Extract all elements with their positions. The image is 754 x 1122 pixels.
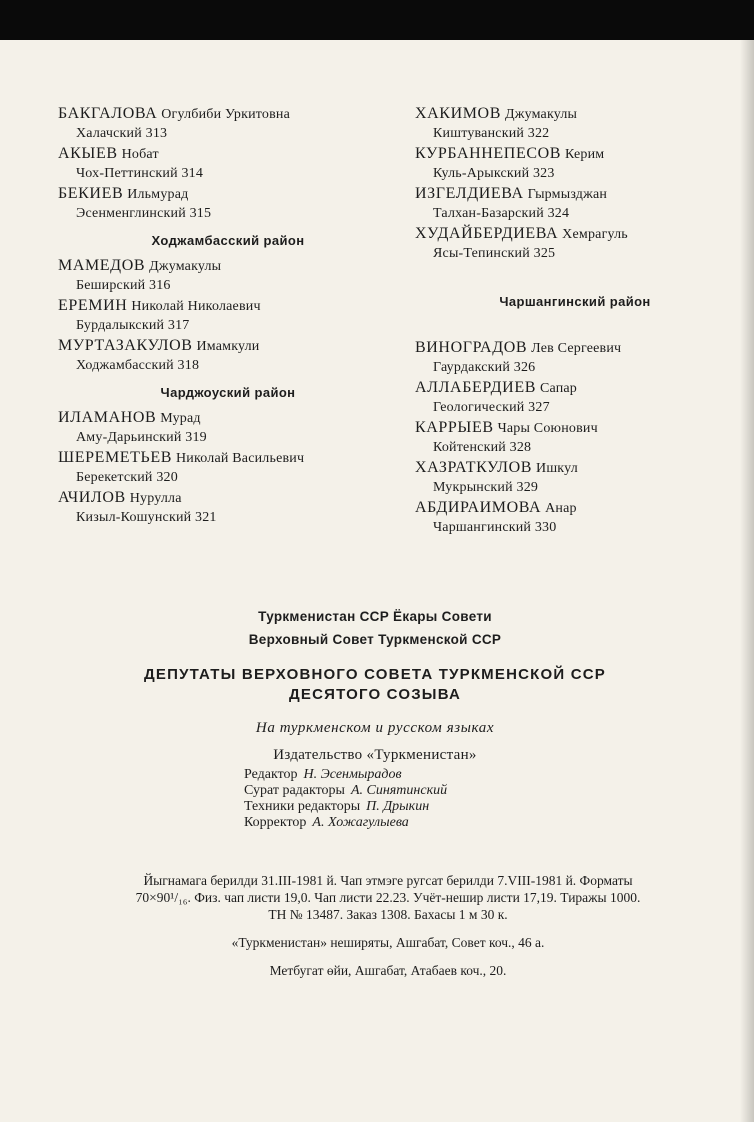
electoral-district: Халачский 313 <box>76 126 168 141</box>
deputy-surname: ХУДАЙБЕРДИЕВА <box>415 225 559 242</box>
electoral-district: Мукрынский 329 <box>433 480 539 495</box>
deputy-surname: БАКГАЛОВА <box>58 105 158 122</box>
credit-role: Редактор <box>244 767 298 782</box>
deputy-given-name: Хемрагуль <box>562 227 628 242</box>
deputy-name <box>58 408 398 428</box>
deputy-surname: КАРРЫЕВ <box>415 419 494 436</box>
scan-page-edge-shadow <box>740 40 754 1122</box>
organization-turkmen: Туркменистан ССР Ёкары Совети <box>258 609 492 624</box>
deputy-surname: ХАЗРАТКУЛОВ <box>415 459 533 476</box>
credit-line <box>244 767 447 783</box>
deputy-name <box>58 448 398 468</box>
printing-house-address: Метбугат өйи, Ашгабат, Атабаев коч., 20. <box>269 963 507 978</box>
credit-role: Техники редакторы <box>244 799 361 814</box>
languages-note: На туркменском и русском языках <box>255 720 495 736</box>
publication-dates-line: Йыгнамага берилди 31.III-1981 й. Чап этмэге ругсат берилди 7.VIII-1981 й. Форматы <box>143 873 633 888</box>
deputy-given-name: Гырмызджан <box>527 187 608 202</box>
book-title-line-1: ДЕПУТАТЫ ВЕРХОВНОГО СОВЕТА ТУРКМЕНСКОЙ ССР <box>144 666 606 683</box>
deputy-surname: ЕРЕМИН <box>58 297 128 314</box>
deputy-name <box>415 144 735 164</box>
publisher-name: Издательство «Туркменистан» <box>273 747 477 763</box>
book-title-line-2: ДЕСЯТОГО СОЗЫВА <box>288 686 462 703</box>
deputy-given-name: Чары Союнович <box>497 421 598 436</box>
scan-top-border <box>0 0 754 40</box>
deputy-surname: МУРТАЗАКУЛОВ <box>58 337 193 354</box>
deputy-given-name: Нурулла <box>129 491 182 506</box>
column-spacer <box>415 317 735 338</box>
deputy-given-name: Ильмурад <box>127 187 189 202</box>
publication-info <box>48 872 728 979</box>
publication-format-line: 70×90¹/₁₆. Физ. чап листи 19,0. Чап листи 22.23. Учёт-нешир листи 17,19. Тиражы 1000. <box>135 890 641 905</box>
deputy-name <box>415 498 735 518</box>
column-spacer <box>415 264 735 285</box>
deputy-given-name: Огулбиби Уркитовна <box>161 107 291 122</box>
credit-person: П. Дрыкин <box>366 799 430 814</box>
deputy-given-name: Николай Николаевич <box>131 299 261 314</box>
deputy-surname: ВИНОГРАДОВ <box>415 339 528 356</box>
deputy-given-name: Мурад <box>160 411 201 426</box>
credits-block <box>244 767 447 831</box>
organization-russian: Верховный Совет Туркменской ССР <box>248 632 502 647</box>
deputies-left-column <box>58 104 398 528</box>
credit-person: А. Хожагулыева <box>312 815 409 830</box>
electoral-district: Талхан-Базарский 324 <box>433 206 570 221</box>
deputy-name <box>415 104 735 124</box>
deputy-given-name: Ишкул <box>536 461 578 476</box>
credit-person: А. Синятинский <box>350 783 448 798</box>
deputy-name <box>58 184 398 204</box>
electoral-district: Аму-Дарьинский 319 <box>76 430 207 445</box>
credit-line <box>244 783 447 799</box>
deputy-surname: АКЫЕВ <box>58 145 118 162</box>
deputy-name <box>415 378 735 398</box>
region-heading: Ходжамбасский район <box>151 233 305 248</box>
credit-person: Н. Эсенмырадов <box>303 767 402 782</box>
electoral-district: Бурдалыкский 317 <box>76 318 190 333</box>
deputy-name <box>58 144 398 164</box>
deputy-given-name: Нобат <box>121 147 159 162</box>
electoral-district: Кизыл-Кошунский 321 <box>76 510 217 525</box>
electoral-district: Койтенский 328 <box>433 440 532 455</box>
deputy-surname: МАМЕДОВ <box>58 257 146 274</box>
deputies-right-column <box>415 104 735 538</box>
credit-role: Корректор <box>244 815 307 830</box>
electoral-district: Берекетский 320 <box>76 470 178 485</box>
deputy-given-name: Сапар <box>539 381 578 396</box>
region-heading: Чарджоуский район <box>160 385 296 400</box>
deputy-given-name: Анар <box>545 501 577 516</box>
publication-order-line: ТН № 13487. Заказ 1308. Бахасы 1 м 30 к. <box>268 907 508 922</box>
electoral-district: Беширский 316 <box>76 278 171 293</box>
deputy-surname: АЛЛАБЕРДИЕВ <box>415 379 536 396</box>
deputy-given-name: Имамкули <box>196 339 260 354</box>
deputy-name <box>58 256 398 276</box>
credit-line <box>244 815 447 831</box>
credit-role: Сурат радакторы <box>244 783 345 798</box>
deputy-name <box>58 104 398 124</box>
deputy-surname: КУРБАННЕПЕСОВ <box>415 145 562 162</box>
region-heading: Чаршангинский район <box>499 294 651 309</box>
deputy-given-name: Николай Васильевич <box>175 451 305 466</box>
deputy-name <box>415 418 735 438</box>
electoral-district: Геологический 327 <box>433 400 550 415</box>
deputy-given-name: Лев Сергеевич <box>531 341 622 356</box>
deputy-surname: ШЕРЕМЕТЬЕВ <box>58 449 172 466</box>
electoral-district: Чох-Петтинский 314 <box>76 166 204 181</box>
electoral-district: Куль-Арыкский 323 <box>433 166 555 181</box>
electoral-district: Ходжамбасский 318 <box>76 358 200 373</box>
deputy-surname: АЧИЛОВ <box>58 489 126 506</box>
deputy-name <box>415 458 735 478</box>
deputy-given-name: Джумакулы <box>504 107 578 122</box>
deputy-name <box>58 296 398 316</box>
deputy-name <box>58 336 398 356</box>
electoral-district: Эсенменглинский 315 <box>76 206 212 221</box>
deputy-surname: ХАКИМОВ <box>415 105 501 122</box>
electoral-district: Чаршангинский 330 <box>433 520 557 535</box>
electoral-district: Ясы-Тепинский 325 <box>433 246 556 261</box>
deputy-surname: ИЛАМАНОВ <box>58 409 157 426</box>
deputy-name <box>415 338 735 358</box>
credit-line <box>244 799 447 815</box>
deputy-given-name: Керим <box>564 147 605 162</box>
electoral-district: Гаурдакский 326 <box>433 360 536 375</box>
deputy-name <box>415 224 735 244</box>
deputy-name <box>58 488 398 508</box>
publisher-address: «Туркменистан» неширяты, Ашгабат, Совет коч., 46 а. <box>231 935 545 950</box>
deputy-given-name: Джумакулы <box>149 259 222 274</box>
deputy-surname: ИЗГЕЛДИЕВА <box>415 185 524 202</box>
deputy-name <box>415 184 735 204</box>
deputy-surname: АБДИРАИМОВА <box>415 499 542 516</box>
deputy-surname: БЕКИЕВ <box>58 185 124 202</box>
electoral-district: Киштуванский 322 <box>433 126 550 141</box>
